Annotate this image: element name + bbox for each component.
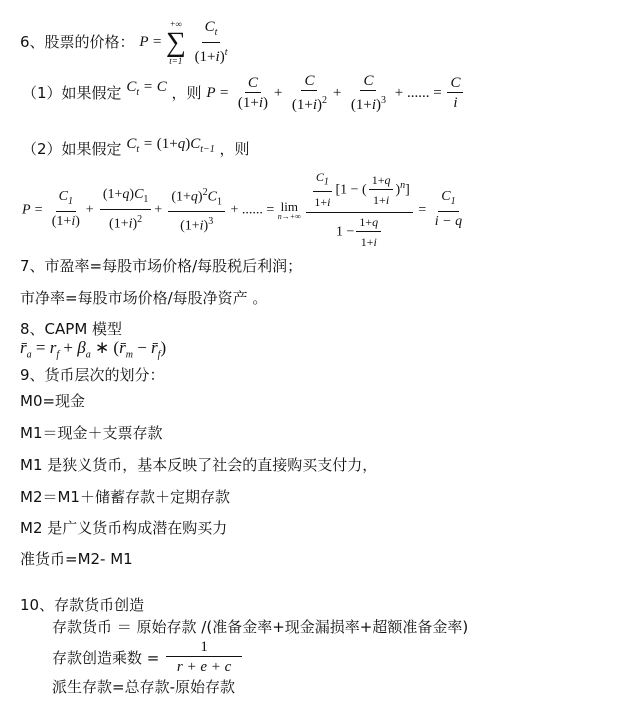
section-6 bbox=[20, 18, 232, 67]
case-2-assumption: $C_t = (1+q)C_{t-1}$ bbox=[126, 136, 215, 155]
capm-formula: $r̄_a = r_f + \beta_a$ ∗ ($r̄_m$ − $r̄_f$) bbox=[20, 338, 167, 361]
limit-fraction: $\frac{C_1}{1+i}$ [1 − ( $\frac{1+q}{1+i}$ )$^n$] 1 − $\frac{1+q}{1+i}$ bbox=[306, 168, 412, 252]
capm-heading: 8、CAPM 模型 bbox=[20, 320, 123, 338]
deposit-creation-heading: 10、存款货币创造 bbox=[20, 596, 145, 614]
multiplier-fraction: $\frac{1}{r + e + c}$ bbox=[166, 638, 242, 677]
case-1-then: ，则 bbox=[171, 83, 202, 102]
money-level-line: M2 是广义货币构成潜在购买力 bbox=[20, 519, 228, 537]
derived-deposit-line: 派生存款=总存款-原始存款 bbox=[52, 678, 235, 696]
stock-price-formula: P = +∞ ∑ t=1 $\frac{C_t}{(1+i)^t}$ bbox=[139, 18, 228, 66]
case-2-then: ，则 bbox=[219, 140, 250, 158]
section-6-heading: 6、股票的价格： bbox=[20, 32, 135, 51]
pb-ratio-line: 市净率=每股市场价格/每股净资产 。 bbox=[20, 289, 268, 307]
case-1-assumption: $C_t = C$ bbox=[126, 78, 167, 98]
money-level-line: M0=现金 bbox=[20, 392, 86, 410]
case-2-formula: P = $\frac{C_1}{(1+i)}$ + $\frac{(1+q)C_1}{(1+i)^2}$ + $\frac{(1+q)^2C_1}{(1+i)^3}$ + ...... = lim n→+∞ $\frac{C_1}{1+i}$ [1 − ( $\frac{1+q}{1+i}$ )$^n$] 1 − $\frac{1+q}{1+i}$ = $\frac{C_1}{i - q}$ bbox=[22, 168, 467, 252]
money-level-line: M2＝M1＋储蓄存款＋定期存款 bbox=[20, 488, 230, 506]
case-1 bbox=[22, 72, 465, 115]
case-2-label: （2）如果假定 bbox=[22, 140, 122, 158]
multiplier-line bbox=[52, 638, 244, 677]
money-levels-heading: 9、货币层次的划分： bbox=[20, 366, 165, 384]
case-1-formula: P = $\frac{C}{(1+i)}$ + $\frac{C}{(1+i)^2}$ + $\frac{C}{(1+i)^3}$ + ...... = $\frac{C}{i}$ bbox=[206, 85, 465, 101]
pe-ratio-line: 7、市盈率=每股市场价格/每股税后利润； bbox=[20, 257, 303, 275]
sum-symbol: +∞ ∑ t=1 bbox=[165, 18, 186, 66]
multiplier-label: 存款创造乘数 = bbox=[52, 649, 160, 667]
deposit-money-line: 存款货币 ＝ 原始存款 /(准备金率+现金漏损率+超额准备金率) bbox=[52, 618, 469, 636]
case-2 bbox=[22, 136, 250, 159]
money-level-line: 准货币=M2- M1 bbox=[20, 550, 133, 568]
case-1-label: （1）如果假定 bbox=[22, 83, 122, 102]
money-level-line: M1＝现金＋支票存款 bbox=[20, 424, 163, 442]
money-level-line: M1 是狭义货币，基本反映了社会的直接购买支付力， bbox=[20, 456, 378, 474]
